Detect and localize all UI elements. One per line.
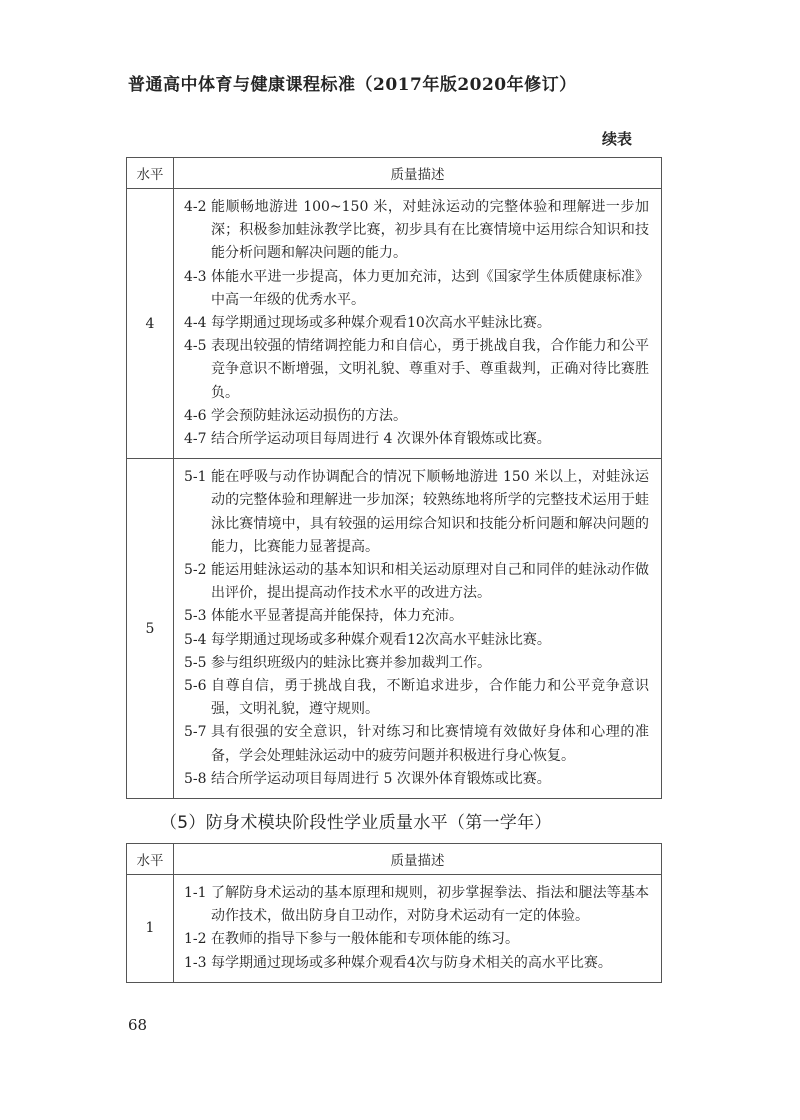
quality-table-breaststroke — [126, 157, 662, 799]
item-number: 4-6 — [184, 407, 207, 424]
level-cell: 1 — [127, 875, 174, 983]
item-text: 每学期通过现场或多种媒介观看12次高水平蛙泳比赛。 — [211, 631, 551, 648]
item-number: 1-3 — [184, 954, 207, 971]
list-item — [184, 882, 649, 928]
item-number: 4-7 — [184, 431, 207, 448]
description-cell — [174, 459, 662, 799]
item-number: 5-5 — [184, 654, 207, 671]
table-row — [127, 875, 662, 983]
list-item — [184, 721, 649, 767]
list-item — [184, 466, 649, 559]
item-text: 能运用蛙泳运动的基本知识和相关运动原理对自己和同伴的蛙泳动作做出评价，提出提高动作技术水平的改进方法。 — [211, 562, 649, 602]
item-number: 4-5 — [184, 338, 207, 355]
list-item — [184, 312, 649, 335]
item-text: 表现出较强的情绪调控能力和自信心，勇于挑战自我，合作能力和公平竞争意识不断增强，文明礼貌、尊重对手、尊重裁判，正确对待比赛胜负。 — [211, 338, 649, 401]
item-text: 自尊自信，勇于挑战自我，不断追求进步，合作能力和公平竞争意识强，文明礼貌，遵守规则。 — [211, 678, 649, 718]
description-cell — [174, 189, 662, 459]
table-header-row — [127, 844, 662, 875]
column-header-description: 质量描述 — [174, 158, 662, 189]
level-cell: 5 — [127, 459, 174, 799]
item-text: 学会预防蛙泳运动损伤的方法。 — [211, 407, 407, 424]
list-item — [184, 652, 649, 675]
item-text: 参与组织班级内的蛙泳比赛并参加裁判工作。 — [211, 654, 491, 671]
section-heading: （5）防身术模块阶段性学业质量水平（第一学年） — [160, 813, 552, 833]
list-item — [184, 928, 649, 951]
quality-table-self-defense — [126, 843, 662, 983]
column-header-description: 质量描述 — [174, 844, 662, 875]
item-number: 4-2 — [184, 199, 207, 215]
list-item — [184, 605, 649, 628]
item-text: 具有很强的安全意识，针对练习和比赛情境有效做好身体和心理的准备，学会处理蛙泳运动中的疲劳问题并积极进行身心恢复。 — [211, 724, 649, 764]
continued-table-label: 续表 — [601, 130, 632, 148]
list-item — [184, 768, 649, 791]
running-header: 普通高中体育与健康课程标准（2017年版2020年修订） — [128, 75, 577, 95]
item-text: 能在呼吸与动作协调配合的情况下顺畅地游进 150 米以上，对蛙泳运动的完整体验和理解进一步加深；较熟练地将所学的完整技术运用于蛙泳比赛情境中，具有较强的运用综合知识和技能分析问题和解决问题的能力，比赛能力显著提高。 — [211, 469, 649, 555]
item-text: 每学期通过现场或多种媒介观看10次高水平蛙泳比赛。 — [211, 315, 551, 332]
list-item — [184, 675, 649, 721]
list-item — [184, 335, 649, 405]
item-number: 5-6 — [184, 678, 207, 695]
item-text: 在教师的指导下参与一般体能和专项体能的练习。 — [211, 931, 519, 948]
description-cell — [174, 875, 662, 983]
page-number: 68 — [128, 1016, 148, 1034]
item-number: 5-2 — [184, 562, 207, 579]
table-header-row — [127, 158, 662, 189]
list-item — [184, 428, 649, 451]
list-item — [184, 405, 649, 428]
item-number: 5-7 — [184, 724, 207, 741]
list-item — [184, 559, 649, 605]
item-text: 体能水平显著提高并能保持，体力充沛。 — [211, 608, 463, 625]
item-text: 体能水平进一步提高，体力更加充沛，达到《国家学生体质健康标准》中高一年级的优秀水平。 — [211, 268, 649, 308]
item-number: 5-8 — [184, 770, 207, 787]
item-text: 每学期通过现场或多种媒介观看4次与防身术相关的高水平比赛。 — [211, 954, 612, 971]
table-row — [127, 459, 662, 799]
item-text: 结合所学运动项目每周进行 5 次课外体育锻炼或比赛。 — [211, 770, 551, 787]
item-text: 了解防身术运动的基本原理和规则，初步掌握拳法、指法和腿法等基本动作技术，做出防身自卫动作，对防身术运动有一定的体验。 — [211, 885, 649, 925]
item-number: 5-3 — [184, 608, 207, 625]
level-cell: 4 — [127, 189, 174, 459]
list-item — [184, 952, 649, 975]
item-text: 能顺畅地游进 100~150 米，对蛙泳运动的完整体验和理解进一步加深；积极参加蛙泳教学比赛，初步具有在比赛情境中运用综合知识和技能分析问题和解决问题的能力。 — [211, 199, 649, 262]
item-number: 5-4 — [184, 631, 207, 648]
list-item — [184, 629, 649, 652]
item-number: 4-3 — [184, 268, 207, 285]
list-item — [184, 266, 649, 312]
item-number: 5-1 — [184, 469, 207, 486]
column-header-level: 水平 — [127, 844, 174, 875]
column-header-level: 水平 — [127, 158, 174, 189]
item-number: 4-4 — [184, 315, 207, 332]
item-number: 1-1 — [184, 885, 207, 901]
item-number: 1-2 — [184, 931, 207, 948]
item-text: 结合所学运动项目每周进行 4 次课外体育锻炼或比赛。 — [211, 431, 551, 448]
list-item — [184, 196, 649, 266]
table-row — [127, 189, 662, 459]
